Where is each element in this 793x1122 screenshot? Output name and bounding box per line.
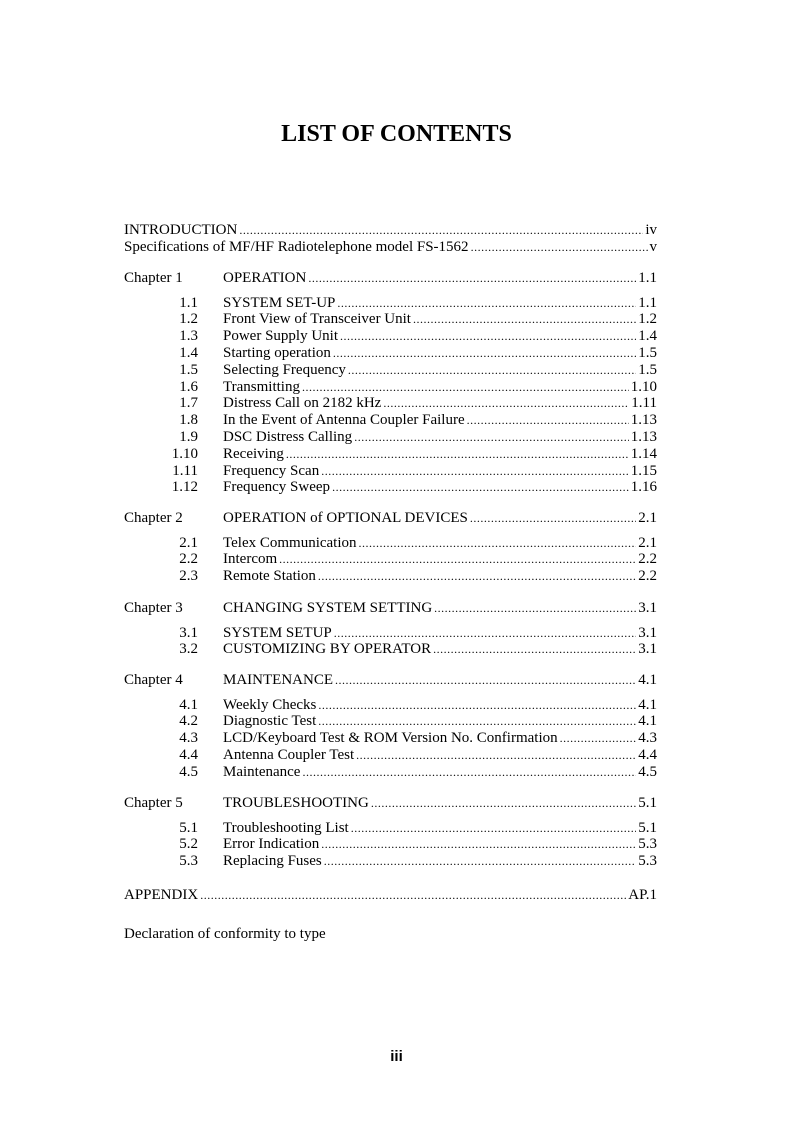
leader-dots [433,641,636,658]
toc-section-2-1[interactable] [223,535,657,552]
toc-entry-specifications[interactable] [124,239,657,256]
section-number: 1.7 [179,395,198,412]
section-number: 1.10 [171,445,198,462]
entry-page: 4.1 [638,672,657,688]
entry-page: 4.1 [638,713,657,730]
toc-section-5-2[interactable] [223,836,657,853]
section-number: 1.12 [171,479,198,496]
toc-chapter-4[interactable] [223,672,657,689]
entry-title: Maintenance [223,763,301,780]
entry-title: Power Supply Unit [223,328,339,345]
leader-dots [335,672,636,689]
toc-section-1-3[interactable] [223,328,657,345]
leader-dots [308,270,636,287]
leader-dots [332,479,629,496]
leader-dots [413,311,636,328]
leader-dots [318,713,636,730]
entry-title: MAINTENANCE [223,672,333,688]
toc-section-4-2[interactable] [223,713,657,730]
toc-section-1-8[interactable] [223,412,657,429]
entry-title: Telex Communication [223,534,357,551]
section-number: 1.3 [179,328,198,345]
toc-section-5-1[interactable] [223,820,657,837]
entry-title: INTRODUCTION [124,222,238,238]
leader-dots [354,429,629,446]
declaration-text: Declaration of conformity to type [124,926,326,942]
entry-title: LCD/Keyboard Test & ROM Version No. Confirmation [223,730,558,747]
toc-section-1-9[interactable] [223,429,657,446]
entry-page: 3.1 [638,641,657,658]
entry-page: 5.1 [638,819,657,836]
chapter-label: Chapter 1 [124,270,183,286]
toc-section-1-1[interactable] [223,295,657,312]
chapter-label: Chapter 4 [124,672,183,688]
toc-section-2-2[interactable] [223,551,657,568]
leader-dots [337,295,636,312]
entry-title: Intercom [223,551,278,568]
entry-page: 3.1 [638,600,657,616]
entry-page: 1.14 [630,445,657,462]
entry-title: Error Indication [223,836,320,853]
entry-title: Selecting Frequency [223,361,346,378]
entry-page: 1.13 [630,428,657,445]
entry-page: 2.2 [638,568,657,585]
entry-page: 1.4 [638,328,657,345]
section-number: 4.3 [179,730,198,747]
entry-title: Antenna Coupler Test [223,746,355,763]
toc-section-1-7[interactable] [223,395,657,412]
page-number: iii [390,1048,403,1065]
section-number: 5.3 [179,853,198,870]
toc-section-1-4[interactable] [223,345,657,362]
entry-page: 1.1 [638,294,657,311]
leader-dots [471,239,648,256]
section-number: 2.3 [179,568,198,585]
leader-dots [470,510,636,527]
leader-dots [279,551,636,568]
section-number: 1.9 [179,428,198,445]
section-number: 5.1 [179,819,198,836]
toc-section-1-2[interactable] [223,311,657,328]
leader-dots [321,836,636,853]
section-number: 2.1 [179,534,198,551]
entry-page: 4.1 [638,696,657,713]
toc-section-2-3[interactable] [223,568,657,585]
entry-page: iv [645,222,657,238]
entry-title: Transmitting [223,378,300,395]
toc-section-1-12[interactable] [223,479,657,496]
toc-entry-appendix[interactable] [124,887,657,904]
toc-section-4-5[interactable] [223,764,657,781]
entry-page: 1.13 [630,412,657,429]
section-number: 4.1 [179,696,198,713]
entry-page: 1.5 [638,344,657,361]
entry-title: Specifications of MF/HF Radiotelephone model FS-1562 [124,239,469,255]
entry-page: 5.3 [638,853,657,870]
entry-page: 1.15 [630,462,657,479]
leader-dots [371,795,636,812]
entry-title: TROUBLESHOOTING [223,795,369,811]
section-number: 2.2 [179,551,198,568]
entry-page: 5.1 [638,795,657,811]
entry-title: SYSTEM SETUP [223,624,332,641]
toc-section-3-1[interactable] [223,625,657,642]
section-number: 1.2 [179,311,198,328]
leader-dots [200,887,626,904]
entry-page: 4.3 [638,730,657,747]
leader-dots [356,747,636,764]
leader-dots [324,853,637,870]
section-number: 3.1 [179,624,198,641]
leader-dots [239,222,643,239]
entry-title: OPERATION of OPTIONAL DEVICES [223,510,468,526]
section-number: 5.2 [179,836,198,853]
toc-section-1-11[interactable] [223,463,657,480]
entry-page: 2.1 [638,534,657,551]
leader-dots [383,395,629,412]
chapter-label: Chapter 2 [124,510,183,526]
entry-page: 1.11 [631,395,657,412]
entry-title: Starting operation [223,344,331,361]
entry-page: 1.10 [630,378,657,395]
entry-page: 4.5 [638,763,657,780]
toc-entry-introduction[interactable] [124,222,657,239]
entry-title: Remote Station [223,568,316,585]
leader-dots [286,446,629,463]
toc-section-1-5[interactable] [223,362,657,379]
entry-title: CUSTOMIZING BY OPERATOR [223,641,432,658]
toc-section-3-2[interactable] [223,641,657,658]
entry-page: 2.2 [638,551,657,568]
toc-section-4-1[interactable] [223,697,657,714]
entry-title: Front View of Transceiver Unit [223,311,411,328]
toc-chapter-1[interactable] [223,270,657,287]
chapter-label: Chapter 5 [124,795,183,811]
entry-title: Receiving [223,445,284,462]
leader-dots [351,820,637,837]
toc-chapter-5[interactable] [223,795,657,812]
section-number: 1.5 [179,361,198,378]
section-number: 1.1 [179,294,198,311]
entry-page: 5.3 [638,836,657,853]
leader-dots [359,535,637,552]
entry-page: v [649,239,657,255]
leader-dots [333,345,636,362]
toc-section-1-6[interactable] [223,379,657,396]
entry-page: AP.1 [628,887,657,903]
section-number: 4.2 [179,713,198,730]
entry-title: Distress Call on 2182 kHz [223,395,382,412]
entry-page: 2.1 [638,510,657,526]
entry-title: Replacing Fuses [223,853,322,870]
entry-title: Frequency Scan [223,462,320,479]
leader-dots [318,568,636,585]
section-number: 3.2 [179,641,198,658]
toc-chapter-3[interactable] [223,600,657,617]
toc-chapter-2[interactable] [223,510,657,527]
entry-title: APPENDIX [124,887,199,903]
section-number: 1.11 [172,462,198,479]
section-number: 4.5 [179,763,198,780]
toc-section-4-4[interactable] [223,747,657,764]
leader-dots [321,463,629,480]
entry-page: 3.1 [638,624,657,641]
page-title: LIST OF CONTENTS [281,121,512,147]
entry-title: Frequency Sweep [223,479,331,496]
entry-page: 1.1 [638,270,657,286]
entry-title: SYSTEM SET-UP [223,294,336,311]
leader-dots [560,730,637,747]
entry-page: 1.2 [638,311,657,328]
entry-page: 1.5 [638,361,657,378]
section-number: 1.4 [179,344,198,361]
entry-title: In the Event of Antenna Coupler Failure [223,412,465,429]
entry-title: CHANGING SYSTEM SETTING [223,600,433,616]
entry-page: 4.4 [638,746,657,763]
entry-title: Weekly Checks [223,696,317,713]
toc-section-4-3[interactable] [223,730,657,747]
section-number: 1.6 [179,378,198,395]
leader-dots [302,764,636,781]
section-number: 4.4 [179,746,198,763]
entry-title: Troubleshooting List [223,819,349,836]
chapter-label: Chapter 3 [124,600,183,616]
toc-section-1-10[interactable] [223,446,657,463]
leader-dots [302,379,629,396]
leader-dots [334,625,636,642]
toc-section-5-3[interactable] [223,853,657,870]
leader-dots [318,697,636,714]
leader-dots [348,362,636,379]
entry-title: DSC Distress Calling [223,428,353,445]
leader-dots [340,328,636,345]
entry-page: 1.16 [630,479,657,496]
leader-dots [434,600,636,617]
leader-dots [467,412,629,429]
entry-title: OPERATION [223,270,307,286]
section-number: 1.8 [179,412,198,429]
entry-title: Diagnostic Test [223,713,317,730]
